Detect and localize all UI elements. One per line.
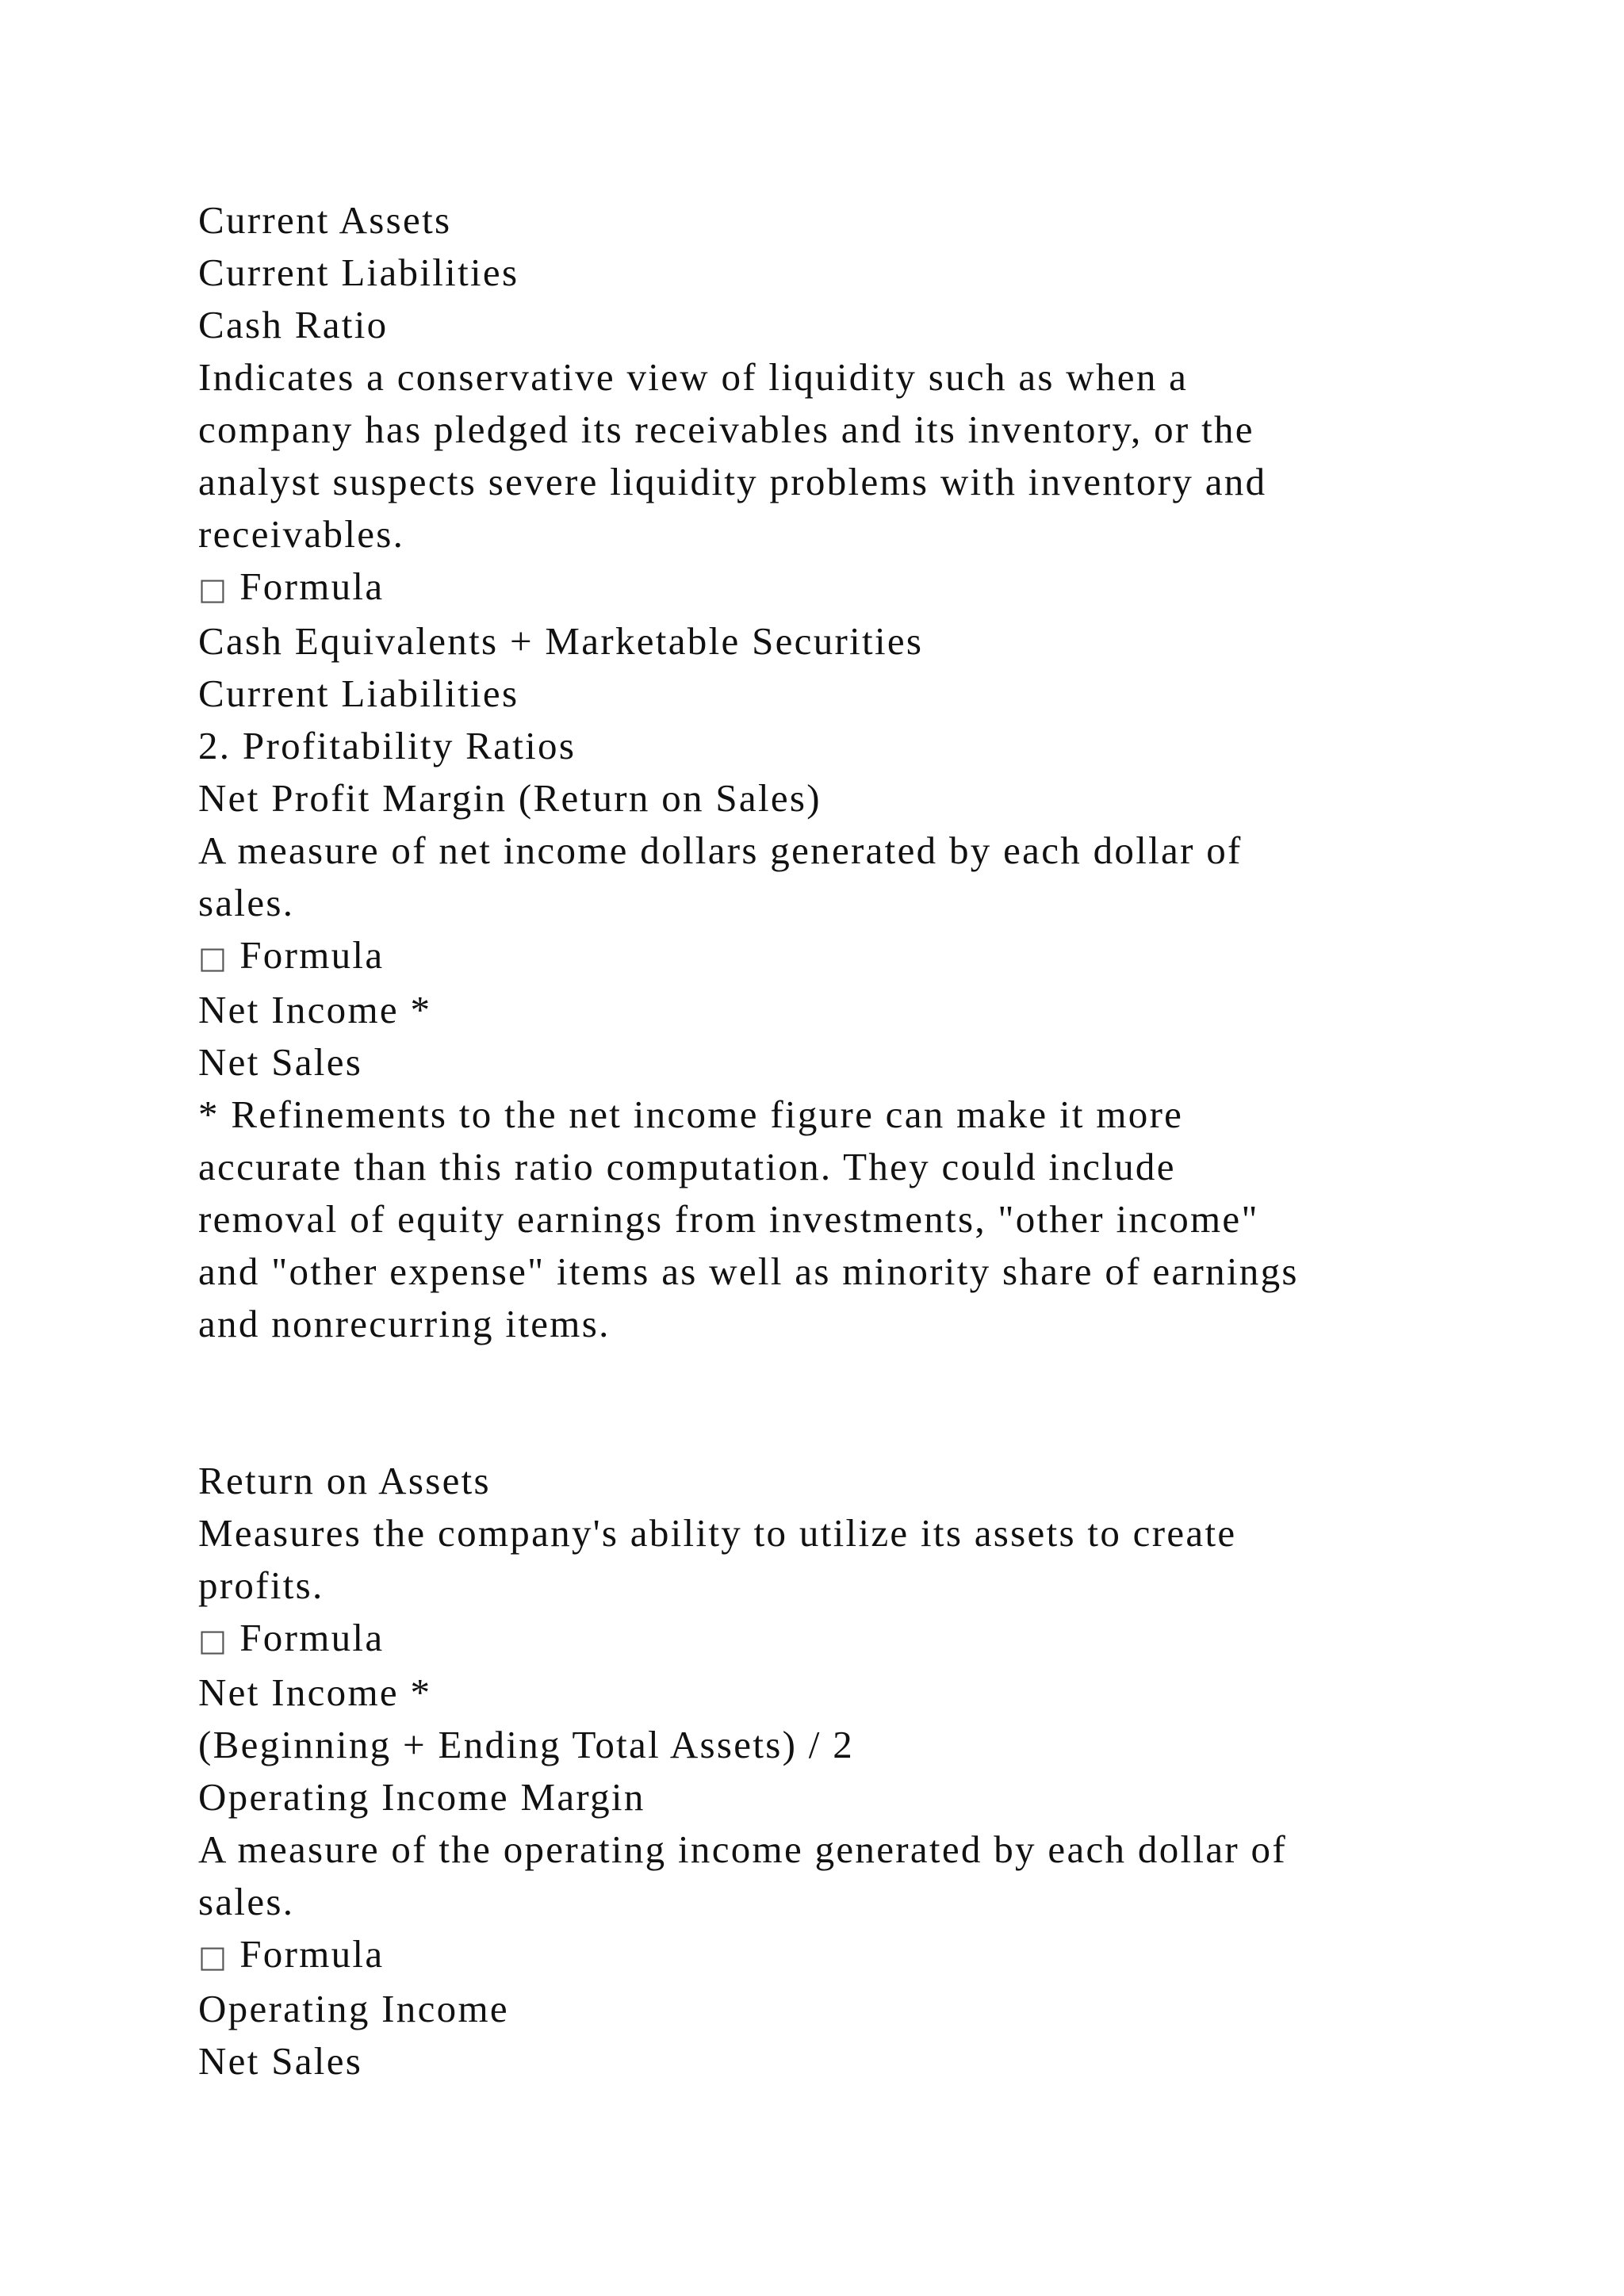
formula-label: Formula — [239, 933, 385, 977]
formula-line — [198, 929, 1499, 984]
missing-glyph-box-icon: □ — [198, 940, 229, 975]
heading-profitability-ratios: 2. Profitability Ratios — [198, 724, 576, 767]
text-line: Net Sales — [198, 2039, 363, 2083]
text-line: A measure of net income dollars generated by each dollar of — [198, 828, 1243, 872]
missing-glyph-box-icon: □ — [198, 572, 229, 607]
text-line: Cash Equivalents + Marketable Securities — [198, 619, 924, 663]
text-line: A measure of the operating income generated by each dollar of — [198, 1827, 1287, 1871]
heading-net-profit-margin: Net Profit Margin (Return on Sales) — [198, 776, 822, 820]
text-line: Indicates a conservative view of liquidity such as when a — [198, 355, 1189, 399]
missing-glyph-box-icon: □ — [198, 1623, 229, 1658]
text-line: analyst suspects severe liquidity problems with inventory and — [198, 460, 1267, 503]
text-line: * Refinements to the net income figure can make it more — [198, 1093, 1184, 1136]
formula-label: Formula — [239, 1616, 385, 1659]
text-line: Current Liabilities — [198, 672, 519, 715]
text-line: sales. — [198, 1880, 295, 1923]
text-line: removal of equity earnings from investments, "other income" — [198, 1197, 1259, 1241]
formula-line — [198, 1612, 1499, 1667]
formula-line — [198, 561, 1499, 615]
paragraph-gap — [198, 1350, 1499, 1455]
text-line: sales. — [198, 881, 295, 924]
text-line: Net Income * — [198, 988, 432, 1031]
text-line: (Beginning + Ending Total Assets) / 2 — [198, 1723, 855, 1766]
text-line: Current Liabilities — [198, 251, 519, 294]
text-line: Operating Income — [198, 1987, 509, 2030]
text-line: company has pledged its receivables and its inventory, or the — [198, 408, 1254, 451]
formula-label: Formula — [239, 564, 385, 608]
text-line: receivables. — [198, 512, 405, 556]
text-line: and nonrecurring items. — [198, 1302, 611, 1345]
text-line: Measures the company's ability to utilize its assets to create — [198, 1511, 1237, 1555]
text-line: Current Assets — [198, 198, 452, 242]
text-line: and "other expense" items as well as minority share of earnings — [198, 1249, 1299, 1293]
text-line: Net Income * — [198, 1670, 432, 1714]
heading-return-on-assets: Return on Assets — [198, 1459, 491, 1502]
heading-operating-income-margin: Operating Income Margin — [198, 1775, 645, 1819]
document-page — [198, 194, 1499, 2087]
heading-cash-ratio: Cash Ratio — [198, 303, 389, 346]
text-line: accurate than this ratio computation. They could include — [198, 1145, 1176, 1188]
formula-line — [198, 1928, 1499, 1983]
text-line: profits. — [198, 1563, 324, 1607]
formula-label: Formula — [239, 1932, 385, 1976]
missing-glyph-box-icon: □ — [198, 1939, 229, 1974]
text-line: Net Sales — [198, 1040, 363, 1084]
